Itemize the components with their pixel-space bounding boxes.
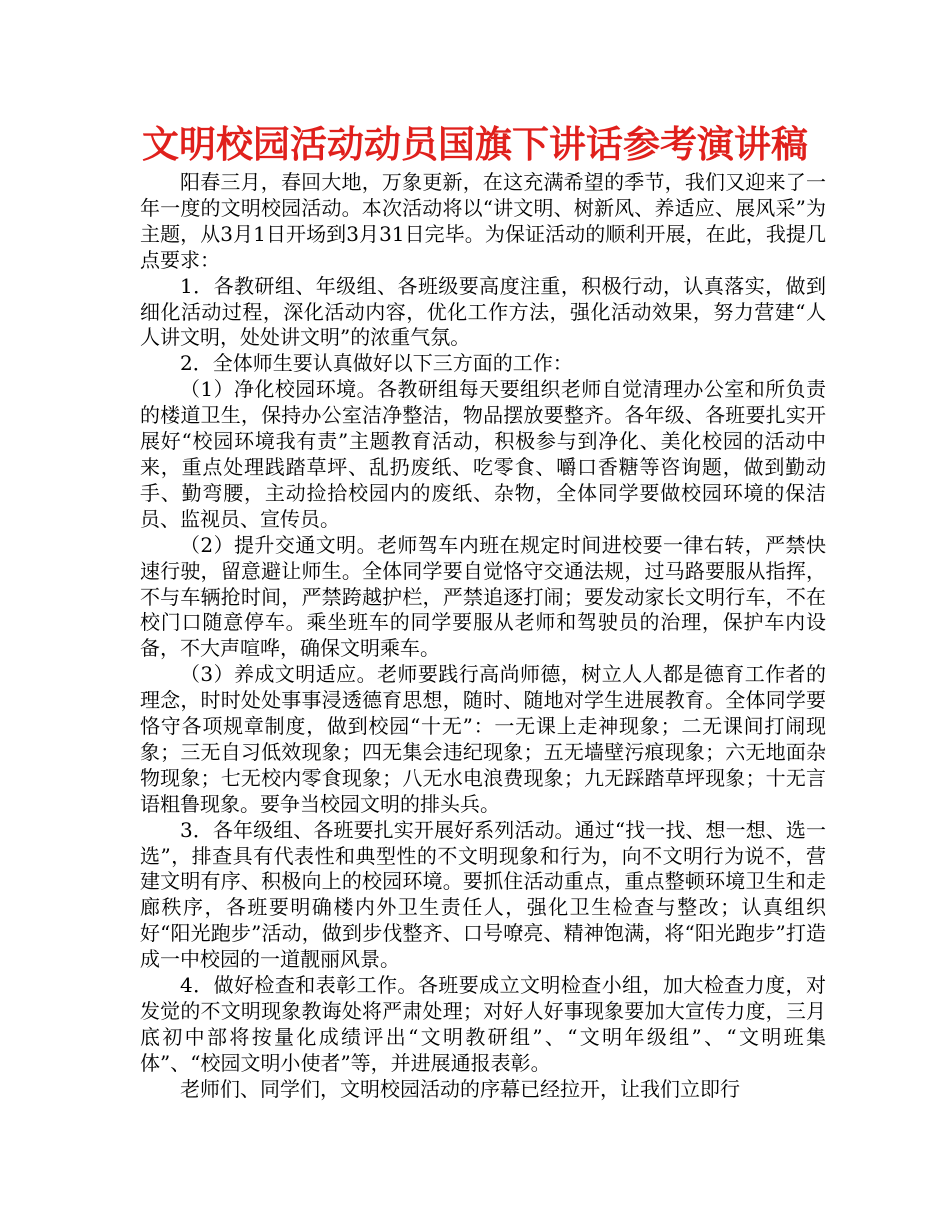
- paragraph-requirement-3: 3．各年级组、各班要扎实开展好系列活动。通过“找一找、想一想、选一选”，排查具有代表性和典型性的不文明现象和行为，向不文明行为说不，营建文明有序、积极向上的校园环境。要抓住活动重点，重点整顿环境卫生和走廊秩序，各班要明确楼内外卫生责任人，强化卫生检查与整改；认真组织好“阳光跑步”活动，做到步伐整齐、口号嘹亮、精神饱满，将“阳光跑步”打造成一中校园的一道靓丽风景。: [140, 817, 826, 972]
- document-title: 文明校园活动动员国旗下讲话参考演讲稿: [142, 123, 808, 166]
- paragraph-closing: 老师们、同学们，文明校园活动的序幕已经拉开，让我们立即行: [180, 1076, 740, 1101]
- document-body: [140, 170, 826, 1103]
- paragraph-requirement-1: 1．各教研组、年级组、各班级要高度注重，积极行动，认真落实，做到细化活动过程，深化活动内容，优化工作方法，强化活动效果，努力营建“人人讲文明，处处讲文明”的浓重气氛。: [140, 273, 826, 350]
- paragraph-traffic: （2）提升交通文明。老师驾车内班在规定时间进校要一律右转，严禁快速行驶，留意避让师生。全体同学要自觉恪守交通法规，过马路要服从指挥，不与车辆抢时间，严禁跨越护栏，严禁追逐打闹；要发动家长文明行车，不在校门口随意停车。乘坐班车的同学要服从老师和驾驶员的治理，保护车内设备，不大声喧哗，确保文明乘车。: [140, 532, 826, 661]
- paragraph-environment: （1）净化校园环境。各教研组每天要组织老师自觉清理办公室和所负责的楼道卫生，保持办公室洁净整洁，物品摆放要整齐。各年级、各班要扎实开展好“校园环境我有责”主题教育活动，积极参与到净化、美化校园的活动中来，重点处理践踏草坪、乱扔废纸、吃零食、嚼口香糖等咨询题，做到勤动手、勤弯腰，主动捡拾校园内的废纸、杂物，全体同学要做校园环境的保洁员、监视员、宣传员。: [140, 377, 826, 531]
- paragraph-requirement-4: 4．做好检查和表彰工作。各班要成立文明检查小组，加大检查力度，对发觉的不文明现象教诲处将严肃处理；对好人好事现象要加大宣传力度，三月底初中部将按量化成绩评出“文明教研组”、“文明年级组”、“文明班集体”、“校园文明小使者”等，并进展通报表彰。: [140, 973, 826, 1075]
- paragraph-requirement-2: 2．全体师生要认真做好以下三方面的工作：: [180, 351, 573, 376]
- paragraph-intro: 阳春三月，春回大地，万象更新，在这充满希望的季节，我们又迎来了一年一度的文明校园活动。本次活动将以“讲文明、树新风、养适应、展风采”为主题，从3月1日开场到3月31日完毕。为保证活动的顺利开展，在此，我提几点要求：: [140, 170, 826, 272]
- paragraph-habits: （3）养成文明适应。老师要践行高尚师德，树立人人都是德育工作者的理念，时时处处事事浸透德育思想，随时、随地对学生进展教育。全体同学要恪守各项规章制度，做到校园“十无”：一无课上走神现象；二无课间打闹现象；三无自习低效现象；四无集会违纪现象；五无墙壁污痕现象；六无地面杂物现象；七无校内零食现象；八无水电浪费现象；九无踩踏草坪现象；十无言语粗鲁现象。要争当校园文明的排头兵。: [140, 662, 826, 816]
